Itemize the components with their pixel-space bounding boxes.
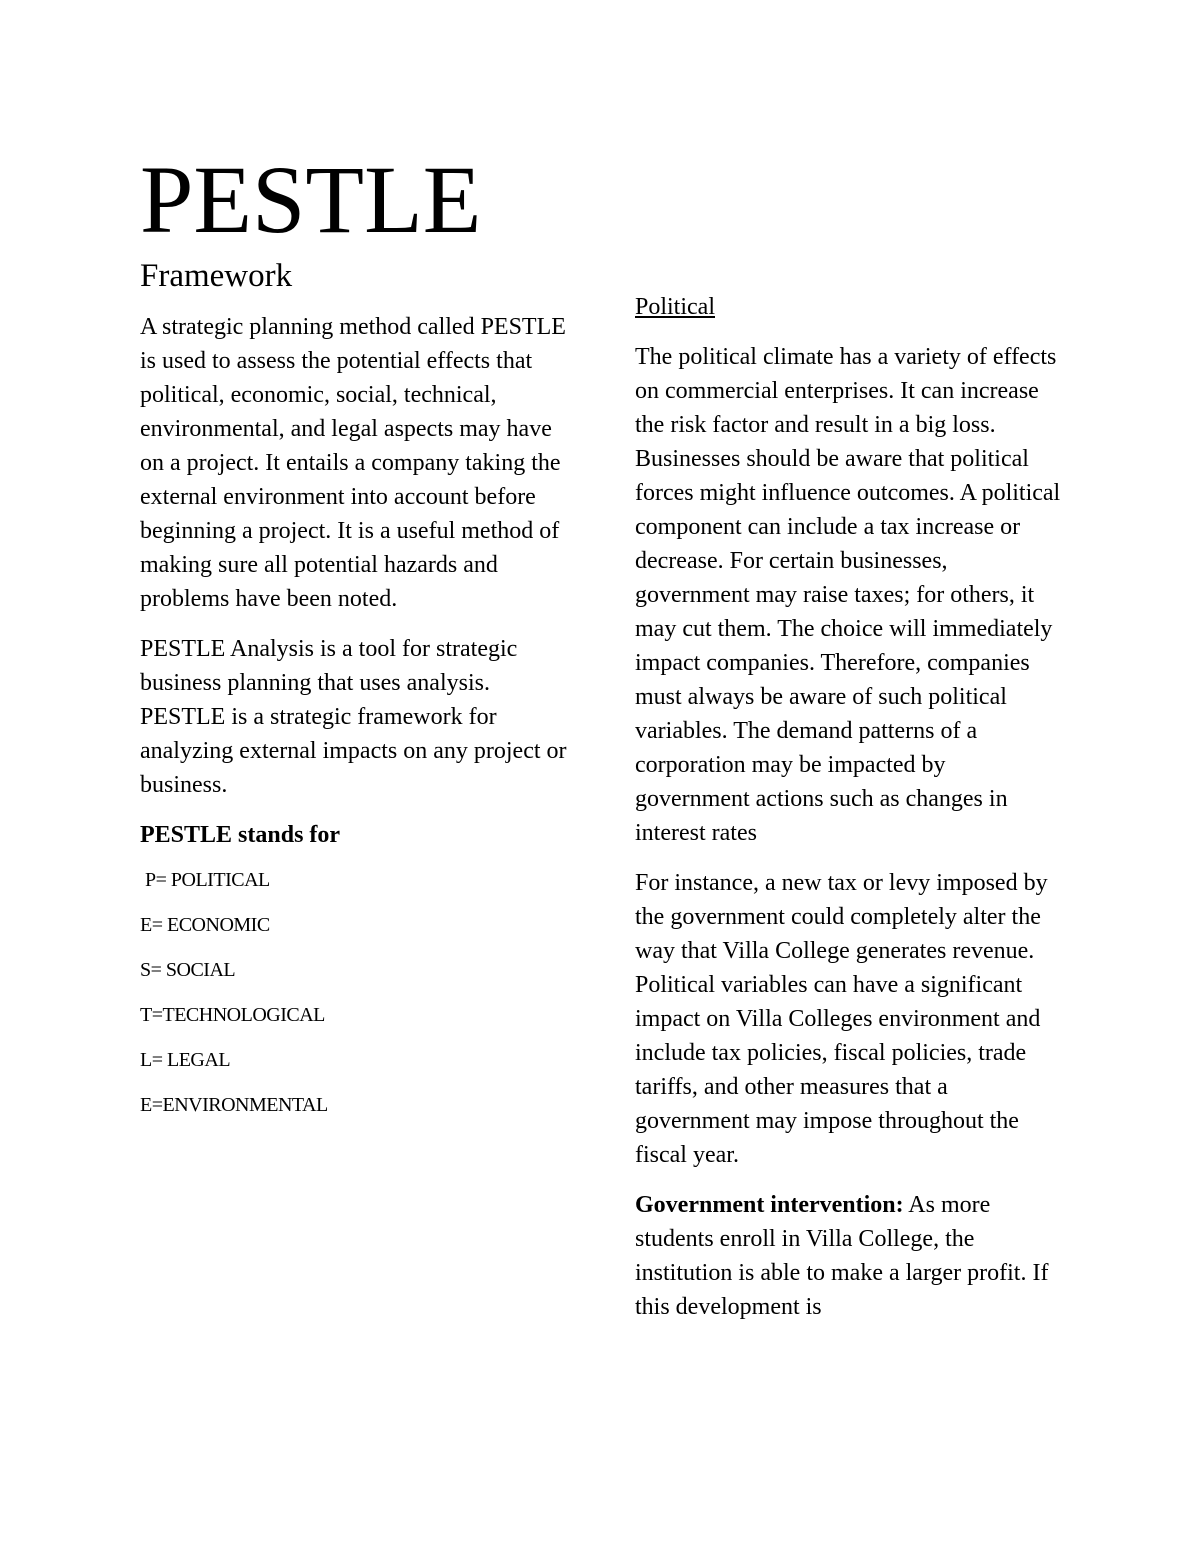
acronym-item-economic: E= ECONOMIC <box>140 914 270 936</box>
page-subtitle: Framework <box>140 258 293 294</box>
analysis-paragraph: PESTLE Analysis is a tool for strategic business planning that uses analysis. PESTLE is a strategic framework for analyzing external impacts on any project or business. <box>140 636 567 798</box>
page-title: PESTLE <box>140 146 482 253</box>
political-heading: Political <box>635 294 715 320</box>
right-column <box>635 290 1065 1340</box>
stands-for-heading: PESTLE stands for <box>140 822 341 848</box>
acronym-list <box>140 866 570 1119</box>
government-intervention-text: As more students enroll in Villa College, the institution is able to make a larger profit. If this development is <box>635 1192 1049 1320</box>
acronym-item-social: S= SOCIAL <box>140 959 236 981</box>
acronym-item-environmental: E=ENVIRONMENTAL <box>140 1094 328 1116</box>
acronym-item-political: P= POLITICAL <box>145 869 270 891</box>
acronym-item-legal: L= LEGAL <box>140 1049 231 1071</box>
political-paragraph-2: For instance, a new tax or levy imposed by the government could completely alter the way that Villa College generates revenue. Political variables can have a significant impact on Villa Colleges environment and include tax policies, fiscal policies, trade tariffs, and other measures that a government may impose throughout the fiscal year. <box>635 870 1048 1168</box>
left-column <box>140 146 570 1136</box>
government-intervention-paragraph <box>635 1188 1065 1324</box>
government-intervention-label: Government intervention: <box>635 1192 904 1218</box>
acronym-item-technological: T=TECHNOLOGICAL <box>140 1004 325 1026</box>
intro-paragraph: A strategic planning method called PESTLE is used to assess the potential effects that political, economic, social, technical, environmental, and legal aspects may have on a project. It entails a company taking the external environment into account before beginning a project. It is a useful method of making sure all potential hazards and problems have been noted. <box>140 314 566 612</box>
political-paragraph-1: The political climate has a variety of effects on commercial enterprises. It can increase the risk factor and result in a big loss. Businesses should be aware that political forces might influence outcomes. A political component can include a tax increase or decrease. For certain businesses, government may raise taxes; for others, it may cut them. The choice will immediately impact companies. Therefore, companies must always be aware of such political variables. The demand patterns of a corporation may be impacted by government actions such as changes in interest rates <box>635 344 1061 846</box>
